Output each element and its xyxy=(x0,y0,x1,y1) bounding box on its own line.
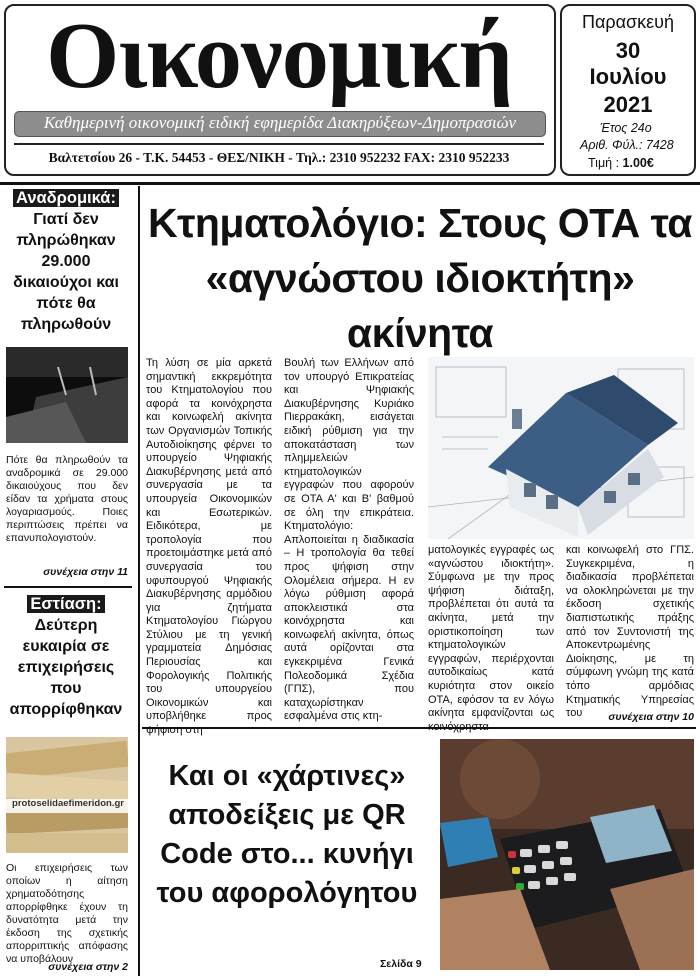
sidebar-story1-body: Πότε θα πληρωθούν τα αναδρομικά σε 29.000 δικαιούχους που δεν είδαν τα χρήματα στους λογαριασμούς. Ποιες περιπτώσεις πρέπει να επανυπολογιστούν. xyxy=(6,454,128,544)
sidebar-story2-title: Δεύτερη ευκαιρία σε επιχειρήσεις που απορρίφθηκαν xyxy=(9,617,123,718)
lead-column-3: ματολογικές εγγραφές ως «αγνώστου ιδιοκτήτη». Σύμφωνα με την προς ψήφιση διάταξη, προβλέπεται ότι αυτά τα ακίνητα, μετά την οριστικοποίηση των κτηματολογικών εγγραφών, περιέρχονται αυτοδικαίως κατά κυριότητα στον οικείο ΟΤΑ, εφόσον τα εν λόγω ακίνητα εμφανίζονται ως κοινόχρηστα xyxy=(428,544,554,733)
price-label: Τιμή : xyxy=(588,156,620,170)
column-rule xyxy=(138,186,140,976)
sidebar-story2-body: Οι επιχειρήσεις των οποίων η αίτηση χρηματοδότησης απορρίφθηκε έχουν τη δυνατότητα μετά την έκδοση της σχετικής απορριπτικής απόφασης να υποβάλουν xyxy=(6,862,128,965)
sidebar-story2-more[interactable]: συνέχεια στην 2 xyxy=(48,961,128,973)
second-headline[interactable]: Και οι «χάρτινες» αποδείξεις με QR Code στο... κυνήγι του αφορολόγητου xyxy=(156,760,418,909)
lead-column-1: Τη λύση σε μία αρκετά σημαντική εκκρεμότητα του Κτηματολογίου που αφορά τα κοινόχρηστα και κοινωφελή ακίνητα των Οργανισμών Τοπικής Αυτοδιοίκησης φέρνει το υπουργείο Ψηφιακής Διακυβέρνησης μετά από συνεργασία με τα υπουργεία Οικονομικών και Εσωτερικών. Ειδικότερα, με τροπολογία που προετοιμάστηκε μετά από συνεργασία του υφυπουργού Ψηφιακής Διακυβέρνησης αρμόδιου για ζητήματα Κτηματολογίου Γιώργου Στύλιου με τη γενική γραμματεία Δημόσιας Περιουσίας και Φορολογικής Πολιτικής του υπουργείου Οικονομικών και υποβλήθηκε προς ψήφιση στη xyxy=(146,357,272,737)
sidebar-divider xyxy=(4,586,132,588)
newspaper-subtitle: Καθημερινή οικονομική ειδική εφημερίδα Διακηρύξεων-Δημοπρασιών xyxy=(43,113,517,132)
top-rule xyxy=(0,182,700,185)
sidebar-story1-title: Γιατί δεν πληρώθηκαν 29.000 δικαιούχοι και πότε θα πληρωθούν xyxy=(13,211,119,333)
lead-house-photo xyxy=(428,357,694,539)
lead-column-2: Βουλή των Ελλήνων από τον υπουργό Επικρατείας και Ψηφιακής Διακυβέρνησης Κυριάκο Πιερρακάκη, εισάγεται ειδική ρύθμιση για την αποκατάσταση των πλημμελειών κτηματολογικών εγγραφών που αφορούν σε ΟΤΑ Α' και Β' βαθμού σε όλη την επικράτεια. Κτηματολόγιο: Απλοποιείται η διαδικασία – Η τροπολογία θα τεθεί προς ψήφιση στην Ολομέλεια σήμερα. Η εν λόγω ρύθμιση αφορά αποκλειστικά στα κοινόχρηστα και κοινωφελή ακίνητα, όπως αυτά ορίζονται στα εγκεκριμένα Γενικά Πολεοδομικά Σχέδια (ΓΠΣ), που καταχωρίστηκαν εσφαλμένα στις κτη- xyxy=(284,357,414,723)
sidebar-story1-kicker: Αναδρομικά: xyxy=(13,189,119,207)
lead-column-4: και κοινωφελή στο ΓΠΣ. Συγκεκριμένα, η διαδικασία προβλέπεται να ολοκληρώνεται με την έκδοση σχετικής διαπιστωτικής πράξης από τον Συντονιστή της Αποκεντρωμένης Διοίκησης, με τη σύμφωνη γνώμη της κατά τόπο αρμόδιας Κτηματικής Υπηρεσίας του xyxy=(566,544,694,720)
second-page-ref[interactable]: Σελίδα 9 xyxy=(380,958,422,970)
newspaper-title: Οικονομική xyxy=(46,4,512,108)
sidebar-story2-headline[interactable] xyxy=(4,594,128,720)
lead-more-link[interactable]: συνέχεια στην 10 xyxy=(608,711,694,723)
price-value: 1.00€ xyxy=(622,156,654,170)
issue-price xyxy=(588,156,654,170)
watermark-text: protoselidaefimeridon.gr xyxy=(12,798,124,809)
masthead-divider xyxy=(14,143,544,145)
issue-month: Ιουλίου xyxy=(589,64,667,89)
sidebar-story1-more[interactable]: συνέχεια στην 11 xyxy=(43,566,128,578)
sidebar-story2-kicker: Εστίαση: xyxy=(27,595,104,613)
second-pos-terminal-photo xyxy=(440,739,694,970)
issue-volume: Έτος 24ο xyxy=(600,121,652,135)
issue-number: Αριθ. Φύλ.: 7428 xyxy=(580,138,674,152)
newspaper-address: Βαλτετσίου 26 - Τ.Κ. 54453 - ΘΕΣ/ΝΙΚΗ - Τηλ.: 2310 952232 FAX: 2310 952233 xyxy=(48,150,510,165)
lead-headline[interactable]: Κτηματολόγιο: Στους ΟΤΑ τα «αγνώστου ιδιοκτήτη» ακίνητα xyxy=(147,200,692,356)
sidebar-story1-photo xyxy=(6,347,128,443)
issue-day: 30 xyxy=(615,38,641,63)
issue-year: 2021 xyxy=(603,92,653,117)
sidebar-story1-headline[interactable] xyxy=(4,188,128,335)
issue-weekday: Παρασκευή xyxy=(581,12,675,32)
sidebar-story2-photo xyxy=(6,737,128,853)
